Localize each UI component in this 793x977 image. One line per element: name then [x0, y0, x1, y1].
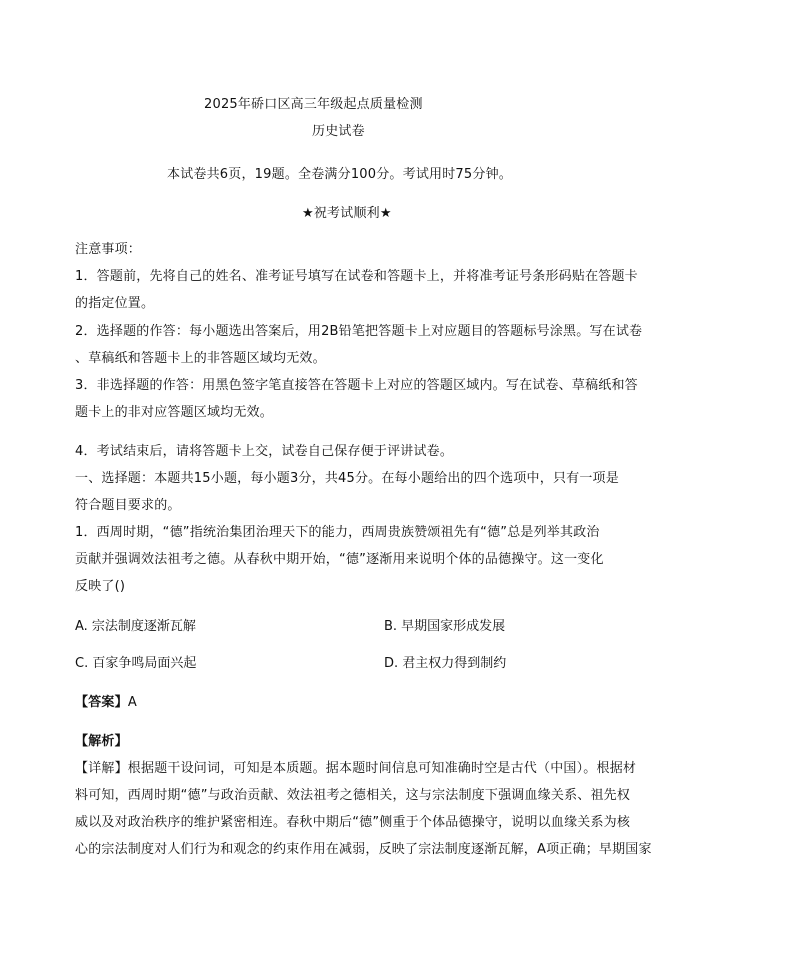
- notice-item-4: 4．考试结束后，请将答题卡上交，试卷自己保存便于评讲试卷。: [75, 444, 454, 459]
- exam-info: 本试卷共6页，19题。全卷满分100分。考试用时75分钟。: [167, 167, 512, 182]
- wish-line: ★祝考试顺利★: [302, 206, 392, 221]
- analysis-label: [75, 733, 128, 751]
- answer-line: [75, 694, 137, 712]
- notice-item-1-line-1: 1．答题前，先将自己的姓名、准考证号填写在试卷和答题卡上，并将准考证号条形码贴在答题卡: [75, 269, 638, 284]
- answer-value: A: [127, 695, 137, 710]
- exam-title: 2025年硚口区高三年级起点质量检测: [204, 97, 423, 112]
- notice-item-2-line-1: 2．选择题的作答：每小题选出答案后，用2B铅笔把答题卡上对应题目的答题标号涂黑。写在试卷: [75, 324, 643, 339]
- option-a: A. 宗法制度逐渐瓦解: [75, 619, 196, 634]
- notice-item-1-line-2: 的指定位置。: [75, 296, 155, 311]
- question-1-stem-line-3: 反映了(): [75, 579, 126, 594]
- analysis-label-text: 【解析】: [75, 734, 128, 749]
- detail-line-1: 【详解】根据题干设问词，可知是本质题。据本题时间信息可知准确时空是古代（中国）。根据材: [75, 761, 637, 776]
- question-1-stem-line-1: 1．西周时期，“德”指统治集团治理天下的能力，西周贵族赞颂祖先有“德”总是列举其政治: [75, 525, 600, 540]
- option-c: C. 百家争鸣局面兴起: [75, 656, 197, 671]
- section-intro-line-2: 符合题目要求的。: [75, 498, 181, 513]
- detail-line-3: 威以及对政治秩序的维护紧密相连。春秋中期后“德”侧重于个体品德操守，说明以血缘关系为核: [75, 815, 631, 830]
- option-d: D. 君主权力得到制约: [384, 656, 507, 671]
- section-intro-line-1: 一、选择题：本题共15小题，每小题3分，共45分。在每小题给出的四个选项中，只有一项是: [75, 471, 619, 486]
- notice-item-2-line-2: 、草稿纸和答题卡上的非答题区域均无效。: [75, 351, 326, 366]
- notice-heading: 注意事项：: [75, 242, 142, 257]
- detail-line-4: 心的宗法制度对人们行为和观念的约束作用在减弱，反映了宗法制度逐渐瓦解，A项正确；早期国家: [75, 842, 652, 857]
- notice-item-3-line-1: 3．非选择题的作答：用黑色签字笔直接答在答题卡上对应的答题区域内。写在试卷、草稿纸和答: [75, 378, 638, 393]
- question-1-stem-line-2: 贡献并强调效法祖考之德。从春秋中期开始，“德”逐渐用来说明个体的品德操守。这一变化: [75, 552, 604, 567]
- option-b: B. 早期国家形成发展: [384, 619, 506, 634]
- subject-title: 历史试卷: [312, 124, 365, 139]
- answer-label: 【答案】: [75, 695, 128, 710]
- detail-line-2: 料可知，西周时期“德”与政治贡献、效法祖考之德相关，这与宗法制度下强调血缘关系、祖先权: [75, 788, 631, 803]
- notice-item-3-line-2: 题卡上的非对应答题区域均无效。: [75, 405, 274, 420]
